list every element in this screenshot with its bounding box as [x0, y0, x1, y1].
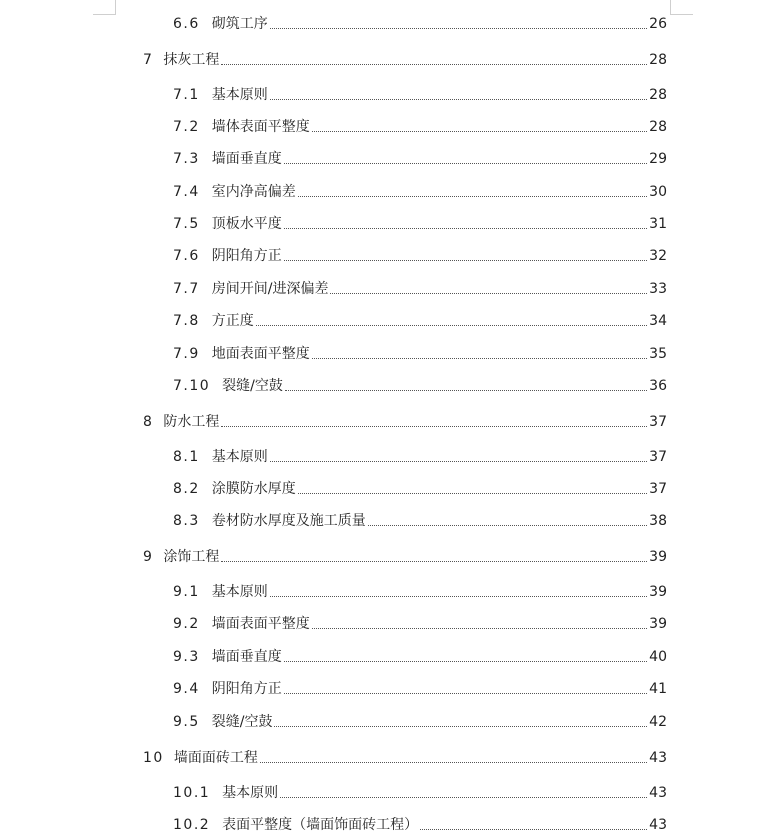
- toc-entry-title: 室内净高偏差: [211, 184, 296, 200]
- toc-entry[interactable]: [173, 375, 667, 395]
- toc-entry[interactable]: [173, 581, 667, 601]
- toc-entry-page-number: 26: [649, 16, 667, 32]
- toc-entry-page-number: 37: [649, 414, 667, 430]
- toc-entry[interactable]: [173, 213, 667, 233]
- toc-entry[interactable]: [173, 646, 667, 666]
- toc-entry-number: 8.2: [173, 481, 200, 497]
- toc-entry-page-number: 28: [649, 87, 667, 103]
- toc-entry-page-number: 28: [649, 119, 667, 135]
- toc-entry-number: 10: [143, 750, 164, 766]
- toc-entry-number: 6.6: [173, 16, 200, 32]
- toc-entry[interactable]: [143, 546, 667, 566]
- toc-entry[interactable]: [173, 245, 667, 265]
- toc-dot-leader: [284, 661, 647, 662]
- toc-dot-leader: [221, 64, 647, 65]
- toc-dot-leader: [270, 28, 647, 29]
- margin-corner-mark-left: [93, 0, 116, 15]
- toc-entry[interactable]: [173, 678, 667, 698]
- toc-dot-leader: [285, 390, 647, 391]
- toc-entry-page-number: 32: [649, 248, 667, 264]
- toc-dot-leader: [312, 131, 647, 132]
- toc-entry[interactable]: [173, 510, 667, 530]
- toc-dot-leader: [312, 628, 647, 629]
- toc-entry-page-number: 38: [649, 513, 667, 529]
- toc-entry-number: 7.4: [173, 184, 200, 200]
- toc-entry[interactable]: [173, 13, 667, 33]
- toc-dot-leader: [221, 426, 647, 427]
- toc-dot-leader: [368, 525, 647, 526]
- toc-entry-number: 9.4: [173, 681, 200, 697]
- toc-entry-page-number: 41: [649, 681, 667, 697]
- toc-entry[interactable]: [173, 613, 667, 633]
- toc-dot-leader: [312, 358, 647, 359]
- toc-entry[interactable]: [173, 446, 667, 466]
- toc-entry[interactable]: [173, 782, 667, 802]
- toc-dot-leader: [284, 228, 647, 229]
- toc-entry-page-number: 37: [649, 449, 667, 465]
- toc-entry-page-number: 35: [649, 346, 667, 362]
- toc-dot-leader: [270, 596, 647, 597]
- toc-entry-title: 防水工程: [163, 414, 220, 430]
- toc-entry[interactable]: [173, 814, 667, 834]
- toc-entry-number: 10.2: [173, 817, 211, 833]
- toc-entry-page-number: 43: [649, 750, 667, 766]
- toc-dot-leader: [270, 461, 647, 462]
- toc-entry[interactable]: [173, 310, 667, 330]
- toc-entry-page-number: 39: [649, 584, 667, 600]
- toc-dot-leader: [274, 726, 647, 727]
- toc-entry-page-number: 34: [649, 313, 667, 329]
- toc-entry-title: 地面表面平整度: [211, 346, 310, 362]
- toc-entry[interactable]: [173, 278, 667, 298]
- toc-entry-number: 8: [143, 414, 154, 430]
- toc-entry[interactable]: [173, 148, 667, 168]
- toc-entry-title: 基本原则: [211, 87, 268, 103]
- toc-entry-number: 7.5: [173, 216, 200, 232]
- toc-entry-title: 基本原则: [222, 785, 279, 801]
- toc-dot-leader: [298, 196, 647, 197]
- toc-entry-title: 裂缝/空鼓: [222, 378, 283, 394]
- toc-dot-leader: [284, 163, 647, 164]
- toc-entry-title: 砌筑工序: [211, 16, 268, 32]
- toc-entry-number: 9.1: [173, 584, 200, 600]
- toc-entry-number: 7.3: [173, 151, 200, 167]
- toc-entry-number: 8.3: [173, 513, 200, 529]
- toc-entry-page-number: 31: [649, 216, 667, 232]
- toc-entry-title: 基本原则: [211, 584, 268, 600]
- toc-entry-title: 墙面面砖工程: [173, 750, 258, 766]
- toc-entry-title: 墙面表面平整度: [211, 616, 310, 632]
- toc-entry[interactable]: [143, 49, 667, 69]
- toc-dot-leader: [280, 797, 647, 798]
- toc-entry-title: 墙面垂直度: [211, 649, 282, 665]
- toc-dot-leader: [221, 561, 647, 562]
- toc-entry[interactable]: [143, 411, 667, 431]
- toc-entry-number: 9.2: [173, 616, 200, 632]
- toc-entry-number: 7.9: [173, 346, 200, 362]
- toc-entry-page-number: 39: [649, 616, 667, 632]
- toc-dot-leader: [270, 99, 647, 100]
- toc-dot-leader: [420, 829, 647, 830]
- toc-entry-number: 9.3: [173, 649, 200, 665]
- toc-entry-number: 7.1: [173, 87, 200, 103]
- toc-entry-page-number: 30: [649, 184, 667, 200]
- toc-entry-title: 涂饰工程: [163, 549, 220, 565]
- toc-entry-title: 方正度: [211, 313, 254, 329]
- toc-entry-title: 阴阳角方正: [211, 248, 282, 264]
- toc-entry-page-number: 39: [649, 549, 667, 565]
- toc-entry-title: 裂缝/空鼓: [211, 714, 273, 730]
- toc-entry[interactable]: [173, 711, 667, 731]
- toc-entry-number: 8.1: [173, 449, 200, 465]
- toc-entry[interactable]: [173, 181, 667, 201]
- toc-entry-number: 7.6: [173, 248, 200, 264]
- toc-entry-title: 阴阳角方正: [211, 681, 282, 697]
- toc-entry-title: 卷材防水厚度及施工质量: [211, 513, 366, 529]
- toc-entry-number: 7.8: [173, 313, 200, 329]
- toc-entry-page-number: 43: [649, 785, 667, 801]
- toc-entry[interactable]: [173, 343, 667, 363]
- toc-dot-leader: [284, 693, 647, 694]
- toc-entry[interactable]: [173, 478, 667, 498]
- toc-entry-title: 基本原则: [211, 449, 268, 465]
- toc-entry-page-number: 40: [649, 649, 667, 665]
- toc-dot-leader: [256, 325, 647, 326]
- toc-dot-leader: [298, 493, 647, 494]
- toc-entry-page-number: 42: [649, 714, 667, 730]
- toc-entry-number: 7.7: [173, 281, 200, 297]
- toc-entry-title: 涂膜防水厚度: [211, 481, 296, 497]
- toc-entry-number: 7.10: [173, 378, 211, 394]
- toc-entry-page-number: 36: [649, 378, 667, 394]
- toc-entry-number: 9.5: [173, 714, 200, 730]
- toc-entry-number: 10.1: [173, 785, 211, 801]
- toc-entry-title: 墙体表面平整度: [211, 119, 310, 135]
- toc-dot-leader: [260, 762, 647, 763]
- toc-entry-title: 墙面垂直度: [211, 151, 282, 167]
- toc-entry-title: 顶板水平度: [211, 216, 282, 232]
- toc-entry-page-number: 29: [649, 151, 667, 167]
- toc-entry-title: 表面平整度（墙面饰面砖工程）: [222, 817, 419, 833]
- toc-entry-page-number: 33: [649, 281, 667, 297]
- toc-entry[interactable]: [143, 747, 667, 767]
- toc-entry-title: 房间开间/进深偏差: [211, 281, 329, 297]
- toc-entry-number: 7.2: [173, 119, 200, 135]
- toc-entry-number: 7: [143, 52, 154, 68]
- toc-entry-page-number: 43: [649, 817, 667, 833]
- toc-dot-leader: [330, 293, 647, 294]
- toc-entry[interactable]: [173, 116, 667, 136]
- margin-corner-mark-right: [670, 0, 693, 15]
- toc-entry-number: 9: [143, 549, 154, 565]
- toc-dot-leader: [284, 260, 647, 261]
- toc-entry[interactable]: [173, 84, 667, 104]
- toc-entry-page-number: 28: [649, 52, 667, 68]
- toc-entry-page-number: 37: [649, 481, 667, 497]
- toc-entry-title: 抹灰工程: [163, 52, 220, 68]
